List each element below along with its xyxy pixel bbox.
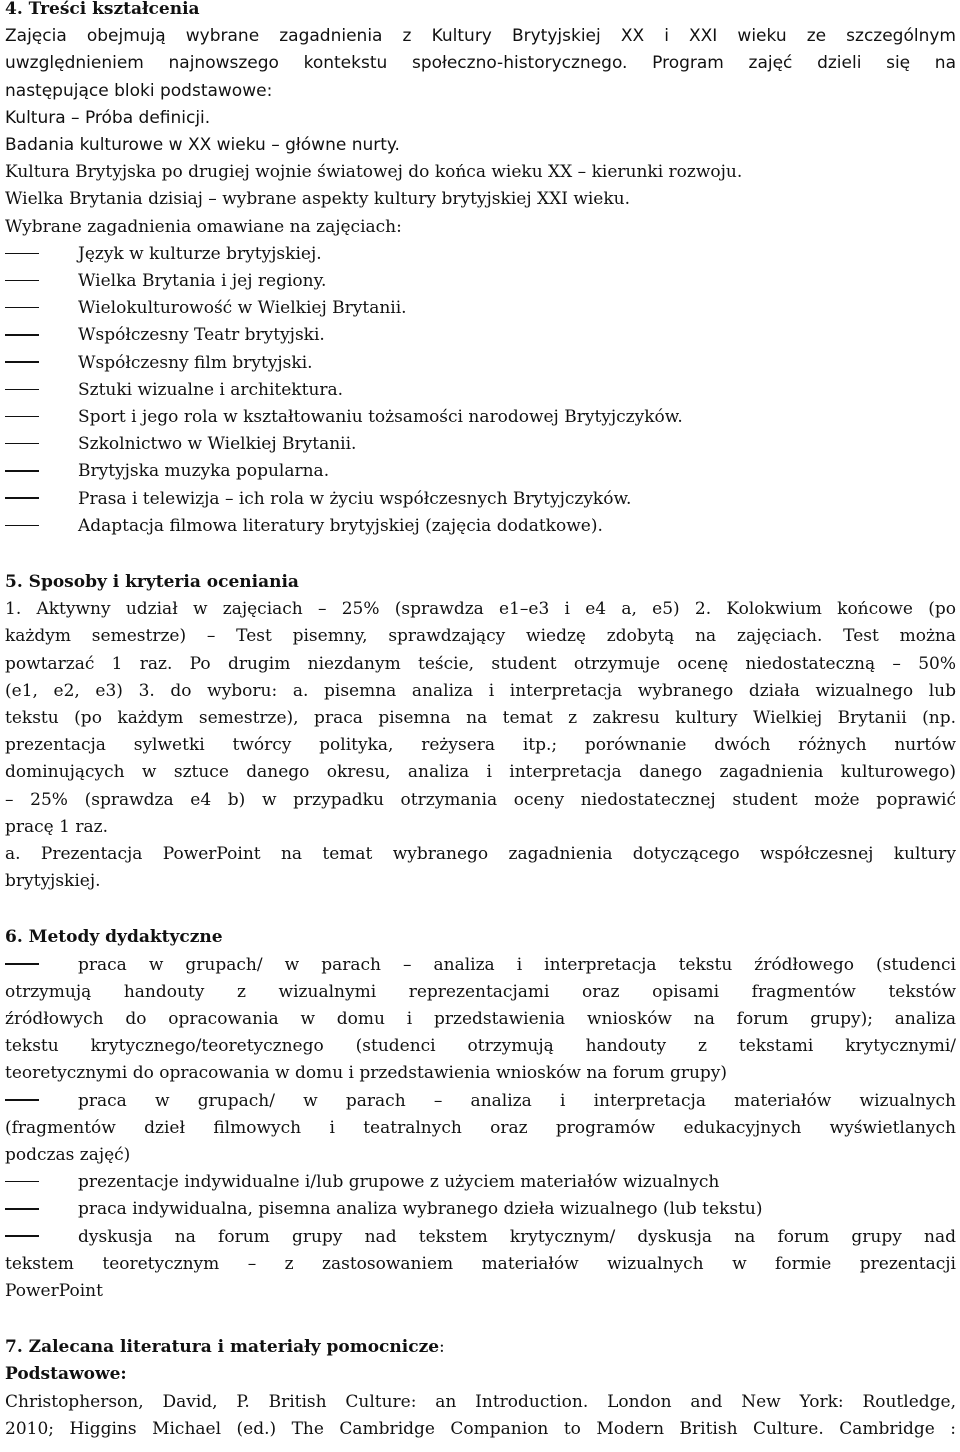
text-line xyxy=(5,705,956,732)
line-text: źródłowych do opracowania w domu i przedstawienia wniosków na forum grupy); analiza xyxy=(5,1009,956,1029)
dash-bullet-icon xyxy=(5,295,78,322)
line-text: Współczesny Teatr brytyjski. xyxy=(78,325,325,346)
bullet-item xyxy=(5,350,956,377)
dash-bullet-icon xyxy=(5,404,78,431)
section-title: 5. Sposoby i kryteria oceniania xyxy=(5,572,299,592)
line-text: teoretycznymi do opracowania w domu i przedstawienia wniosków na forum grupy) xyxy=(5,1063,728,1084)
dash-bullet-icon xyxy=(5,268,78,295)
text-line xyxy=(5,841,956,868)
dash-bullet-icon xyxy=(5,1088,78,1115)
line-text: dominujących w sztuce danego okresu, analiza i interpretacja danego zagadnienia kulturowego) xyxy=(5,762,956,783)
section-title: 4. Treści kształcenia xyxy=(5,0,200,19)
line-text: praca w grupach/ w parach – analiza i interpretacja tekstu źródłowego (studenci xyxy=(78,954,956,975)
line-text: Wielka Brytania dzisiaj – wybrane aspekty kultury brytyjskiej XXI wieku. xyxy=(5,189,631,210)
line-text: Wielka Brytania i jej regiony. xyxy=(78,271,327,291)
section-title: 7. Zalecana literatura i materiały pomocnicze xyxy=(5,1337,440,1358)
line-text: Christopherson, David, P. British Culture: an Introduction. London and New York: Routledge, xyxy=(5,1391,956,1412)
text-line xyxy=(5,651,956,678)
line-text: tekstem teoretycznym – z zastosowaniem materiałów wizualnych w formie prezentacji xyxy=(5,1253,956,1274)
line-text: brytyjskiej. xyxy=(5,871,101,892)
text-line xyxy=(5,1361,956,1388)
line-text: tekstu krytycznego/teoretycznego (studenci otrzymują handouty z tekstami krytycznymi/ xyxy=(5,1036,956,1057)
bullet-item xyxy=(5,404,956,431)
bullet-item xyxy=(5,377,956,404)
dash-bullet-icon xyxy=(5,1169,78,1196)
line-text: następujące bloki podstawowe: xyxy=(5,80,273,101)
line-text: pracę 1 raz. xyxy=(5,816,108,837)
text-line xyxy=(5,1060,956,1087)
line-text: – 25% (sprawdza e4 b) w przypadku otrzymania oceny niedostatecznej student może poprawić xyxy=(5,789,956,810)
text-line xyxy=(5,787,956,814)
dash-bullet-icon xyxy=(5,350,78,377)
bullet-item xyxy=(5,458,956,485)
text-line xyxy=(5,979,956,1006)
line-text: otrzymują handouty z wizualnymi reprezentacjami oraz opisami fragmentów tekstów xyxy=(5,981,956,1002)
section-title-suffix: : xyxy=(439,1337,445,1358)
line-text: dyskusja na forum grupy nad tekstem krytycznym/ dyskusja na forum grupy nad xyxy=(78,1226,956,1247)
dash-bullet-icon xyxy=(5,322,78,349)
line-text: PowerPoint xyxy=(5,1281,103,1301)
text-line xyxy=(5,159,956,186)
line-text: (fragmentów dzieł filmowych i teatralnych oraz programów edukacyjnych wyświetlanych xyxy=(5,1117,956,1138)
line-text: Prasa i telewizja – ich rola w życiu współczesnych Brytyjczyków. xyxy=(78,488,632,509)
line-text: Kultura Brytyjska po drugiej wojnie światowej do końca wieku XX – kierunki rozwoju. xyxy=(5,162,743,183)
line-text: 2010; Higgins Michael (ed.) The Cambridge Companion to Modern British Culture. Cambridge : xyxy=(5,1418,956,1439)
line-text: tekstu (po każdym semestrze), praca pisemna na temat z zakresu kultury Wielkiej Brytanii (np. xyxy=(5,708,956,728)
bullet-item xyxy=(5,268,956,295)
dash-bullet-icon xyxy=(5,431,78,458)
bullet-item xyxy=(5,295,956,322)
line-text: praca indywidualna, pisemna analiza wybranego dzieła wizualnego (lub tekstu) xyxy=(78,1199,763,1220)
section-heading-s7 xyxy=(5,1334,956,1361)
dash-bullet-icon xyxy=(5,1224,78,1251)
section-heading-s6 xyxy=(5,924,956,951)
line-text: Wybrane zagadnienia omawiane na zajęciach: xyxy=(5,216,402,237)
dash-bullet-icon xyxy=(5,1196,78,1223)
section-heading-s4 xyxy=(5,0,956,23)
text-line xyxy=(5,814,956,841)
line-text: (e1, e2, e3) 3. do wyboru: a. pisemna analiza i interpretacja wybranego działa wizualnego lub xyxy=(5,680,956,701)
line-text: Podstawowe: xyxy=(5,1364,127,1385)
dash-bullet-icon xyxy=(5,241,78,268)
bullet-item xyxy=(5,486,956,513)
text-line xyxy=(5,1142,956,1169)
line-text: prezentacja sylwetki twórcy polityka, reżysera itp.; porównanie dwóch różnych nurtów xyxy=(5,735,956,756)
line-text: Kultura – Próba definicji. xyxy=(5,107,211,128)
bullet-item xyxy=(5,952,956,979)
line-text: praca w grupach/ w parach – analiza i interpretacja materiałów wizualnych xyxy=(78,1090,956,1111)
text-line xyxy=(5,1389,956,1416)
line-text: Badania kulturowe w XX wieku – główne nurty. xyxy=(5,135,400,155)
line-text: prezentacje indywidualne i/lub grupowe z użyciem materiałów wizualnych xyxy=(78,1172,720,1193)
text-line xyxy=(5,623,956,650)
section-title: 6. Metody dydaktyczne xyxy=(5,927,223,948)
line-text: Sport i jego rola w kształtowaniu tożsamości narodowej Brytyjczyków. xyxy=(78,407,683,427)
text-line xyxy=(5,132,956,159)
line-text: Sztuki wizualne i architektura. xyxy=(78,379,344,400)
line-text: każdym semestrze) – Test pisemny, sprawdzający wiedzę zdobytą na zajęciach. Test można xyxy=(5,626,956,647)
line-text: Szkolnictwo w Wielkiej Brytanii. xyxy=(78,434,357,455)
bullet-item xyxy=(5,322,956,349)
text-line xyxy=(5,1033,956,1060)
line-text: Brytyjska muzyka popularna. xyxy=(78,461,330,482)
text-line xyxy=(5,678,956,705)
text-line xyxy=(5,105,956,132)
line-text: powtarzać 1 raz. Po drugim niezdanym teście, student otrzymuje ocenę niedostateczną – 50% xyxy=(5,653,956,674)
text-line xyxy=(5,78,956,105)
line-text: Adaptacja filmowa literatury brytyjskiej (zajęcia dodatkowe). xyxy=(78,515,603,536)
dash-bullet-icon xyxy=(5,377,78,404)
text-line xyxy=(5,186,956,213)
dash-bullet-icon xyxy=(5,486,78,513)
text-line xyxy=(5,732,956,759)
line-text: uwzględnieniem najnowszego kontekstu społeczno-historycznego. Program zajęć dzieli się na xyxy=(5,53,956,74)
line-text: 1. Aktywny udział w zajęciach – 25% (sprawdza e1–e3 i e4 a, e5) 2. Kolokwium końcowe (po xyxy=(5,599,956,620)
text-line xyxy=(5,596,956,623)
text-line xyxy=(5,1416,956,1443)
bullet-item xyxy=(5,241,956,268)
bullet-item xyxy=(5,1196,956,1223)
text-line xyxy=(5,214,956,241)
line-text: a. Prezentacja PowerPoint na temat wybranego zagadnienia dotyczącego współczesnej kultury xyxy=(5,844,956,864)
bullet-item xyxy=(5,1224,956,1251)
bullet-item xyxy=(5,431,956,458)
line-text: Zajęcia obejmują wybrane zagadnienia z Kultury Brytyjskiej XX i XXI wieku ze szczególnym xyxy=(5,26,956,47)
text-line xyxy=(5,50,956,77)
text-line xyxy=(5,1278,956,1305)
section-heading-s5 xyxy=(5,569,956,596)
text-line xyxy=(5,1115,956,1142)
text-line xyxy=(5,23,956,50)
dash-bullet-icon xyxy=(5,513,78,540)
line-text: Współczesny film brytyjski. xyxy=(78,352,313,373)
line-text: podczas zajęć) xyxy=(5,1145,131,1165)
line-text: Język w kulturze brytyjskiej. xyxy=(78,243,322,264)
line-text: Wielokulturowość w Wielkiej Brytanii. xyxy=(78,298,407,319)
bullet-item xyxy=(5,1088,956,1115)
dash-bullet-icon xyxy=(5,952,78,979)
dash-bullet-icon xyxy=(5,458,78,485)
text-line xyxy=(5,1251,956,1278)
text-line xyxy=(5,759,956,786)
text-line xyxy=(5,1006,956,1033)
bullet-item xyxy=(5,1169,956,1196)
text-line xyxy=(5,868,956,895)
bullet-item xyxy=(5,513,956,540)
